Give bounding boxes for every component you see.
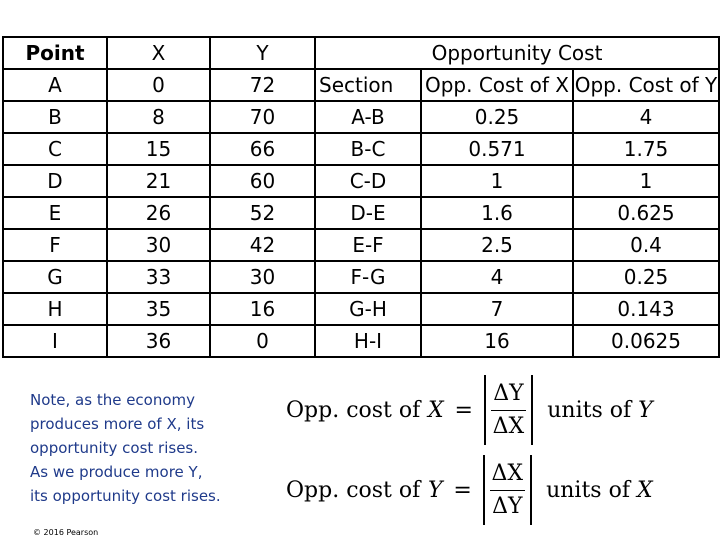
cell-point: F	[3, 229, 107, 261]
fraction-numerator: ΔX	[490, 458, 526, 491]
note-line: opportunity cost rises.	[30, 439, 199, 457]
formula-opp-cost-x	[286, 374, 653, 446]
cell-opp-cost-y: 4	[573, 101, 719, 133]
cell-y: 0	[210, 325, 315, 357]
cell-x: 8	[107, 101, 210, 133]
header-point: Point	[3, 37, 107, 69]
header-opp-cost-x: Opp. Cost of X	[421, 69, 573, 101]
formula-units-text: units of	[546, 477, 630, 503]
table-row	[3, 101, 719, 133]
table-row	[3, 229, 719, 261]
fraction-denominator: ΔY	[492, 493, 523, 519]
note-line: produces more of X, its	[30, 415, 205, 433]
cell-opp-cost-x: 0.571	[421, 133, 573, 165]
cell-y: 72	[210, 69, 315, 101]
formula-variable: Y	[428, 477, 443, 503]
cell-section: G-H	[315, 293, 421, 325]
cell-y: 66	[210, 133, 315, 165]
cell-point: A	[3, 69, 107, 101]
absolute-value	[483, 455, 533, 525]
cell-point: H	[3, 293, 107, 325]
cell-point: I	[3, 325, 107, 357]
cell-y: 30	[210, 261, 315, 293]
fraction-denominator: ΔX	[492, 413, 525, 439]
table-row	[3, 197, 719, 229]
cell-x: 0	[107, 69, 210, 101]
cell-y: 52	[210, 197, 315, 229]
cell-section: E-F	[315, 229, 421, 261]
formula-prefix: Opp. cost of	[286, 397, 421, 423]
cell-opp-cost-x: 0.25	[421, 101, 573, 133]
formula-units-variable: Y	[638, 397, 653, 423]
cell-opp-cost-x: 2.5	[421, 229, 573, 261]
cell-y: 60	[210, 165, 315, 197]
cell-opp-cost-y: 0.4	[573, 229, 719, 261]
opportunity-cost-table	[2, 36, 720, 358]
note-line: its opportunity cost rises.	[30, 487, 221, 505]
header-y: Y	[210, 37, 315, 69]
cell-opp-cost-x: 4	[421, 261, 573, 293]
cell-opp-cost-y: 0.0625	[573, 325, 719, 357]
cell-point: B	[3, 101, 107, 133]
cell-x: 21	[107, 165, 210, 197]
cell-x: 36	[107, 325, 210, 357]
cell-x: 35	[107, 293, 210, 325]
table-row	[3, 325, 719, 357]
formula-units-text: units of	[547, 397, 632, 423]
formula-equals: =	[454, 397, 473, 423]
cell-opp-cost-x: 7	[421, 293, 573, 325]
cell-opp-cost-x: 16	[421, 325, 573, 357]
absolute-value	[484, 375, 534, 445]
table-row	[3, 165, 719, 197]
formula-variable: X	[428, 397, 444, 423]
cell-section: H-I	[315, 325, 421, 357]
cell-section: D-E	[315, 197, 421, 229]
cell-point: G	[3, 261, 107, 293]
formula-units	[547, 398, 652, 423]
cell-opp-cost-x: 1.6	[421, 197, 573, 229]
cell-opp-cost-y: 0.625	[573, 197, 719, 229]
cell-point: C	[3, 133, 107, 165]
header-x: X	[107, 37, 210, 69]
cell-x: 15	[107, 133, 210, 165]
table-row	[3, 133, 719, 165]
cell-x: 26	[107, 197, 210, 229]
cell-section: A-B	[315, 101, 421, 133]
formula-prefix: Opp. cost of	[286, 477, 421, 503]
cell-point: D	[3, 165, 107, 197]
header-opportunity-cost: Opportunity Cost	[315, 37, 719, 69]
cell-y: 70	[210, 101, 315, 133]
header-opp-cost-y: Opp. Cost of Y	[573, 69, 719, 101]
cell-opp-cost-y: 1.75	[573, 133, 719, 165]
note-line: Note, as the economy	[30, 391, 196, 409]
cell-x: 30	[107, 229, 210, 261]
table-row	[3, 261, 719, 293]
cell-opp-cost-y: 0.25	[573, 261, 719, 293]
cell-section: F-G	[315, 261, 421, 293]
cell-y: 16	[210, 293, 315, 325]
table-header-row	[3, 37, 719, 69]
cell-opp-cost-x: 1	[421, 165, 573, 197]
table-row	[3, 293, 719, 325]
formula-units	[546, 478, 653, 503]
cell-section: B-C	[315, 133, 421, 165]
cell-opp-cost-y: 1	[573, 165, 719, 197]
formula-opp-cost-y	[286, 454, 653, 526]
cell-x: 33	[107, 261, 210, 293]
fraction	[491, 378, 527, 443]
table-row	[3, 69, 719, 101]
note-line: As we produce more Y,	[30, 463, 203, 481]
formula-equals: =	[453, 477, 472, 503]
note-text	[30, 388, 270, 508]
copyright-text: © 2016 Pearson	[33, 528, 99, 537]
header-section: Section	[315, 69, 421, 101]
formula-units-variable: X	[636, 477, 653, 503]
cell-y: 42	[210, 229, 315, 261]
cell-section: C-D	[315, 165, 421, 197]
cell-opp-cost-y: 0.143	[573, 293, 719, 325]
cell-point: E	[3, 197, 107, 229]
fraction	[490, 458, 526, 523]
fraction-numerator: ΔY	[491, 378, 525, 411]
